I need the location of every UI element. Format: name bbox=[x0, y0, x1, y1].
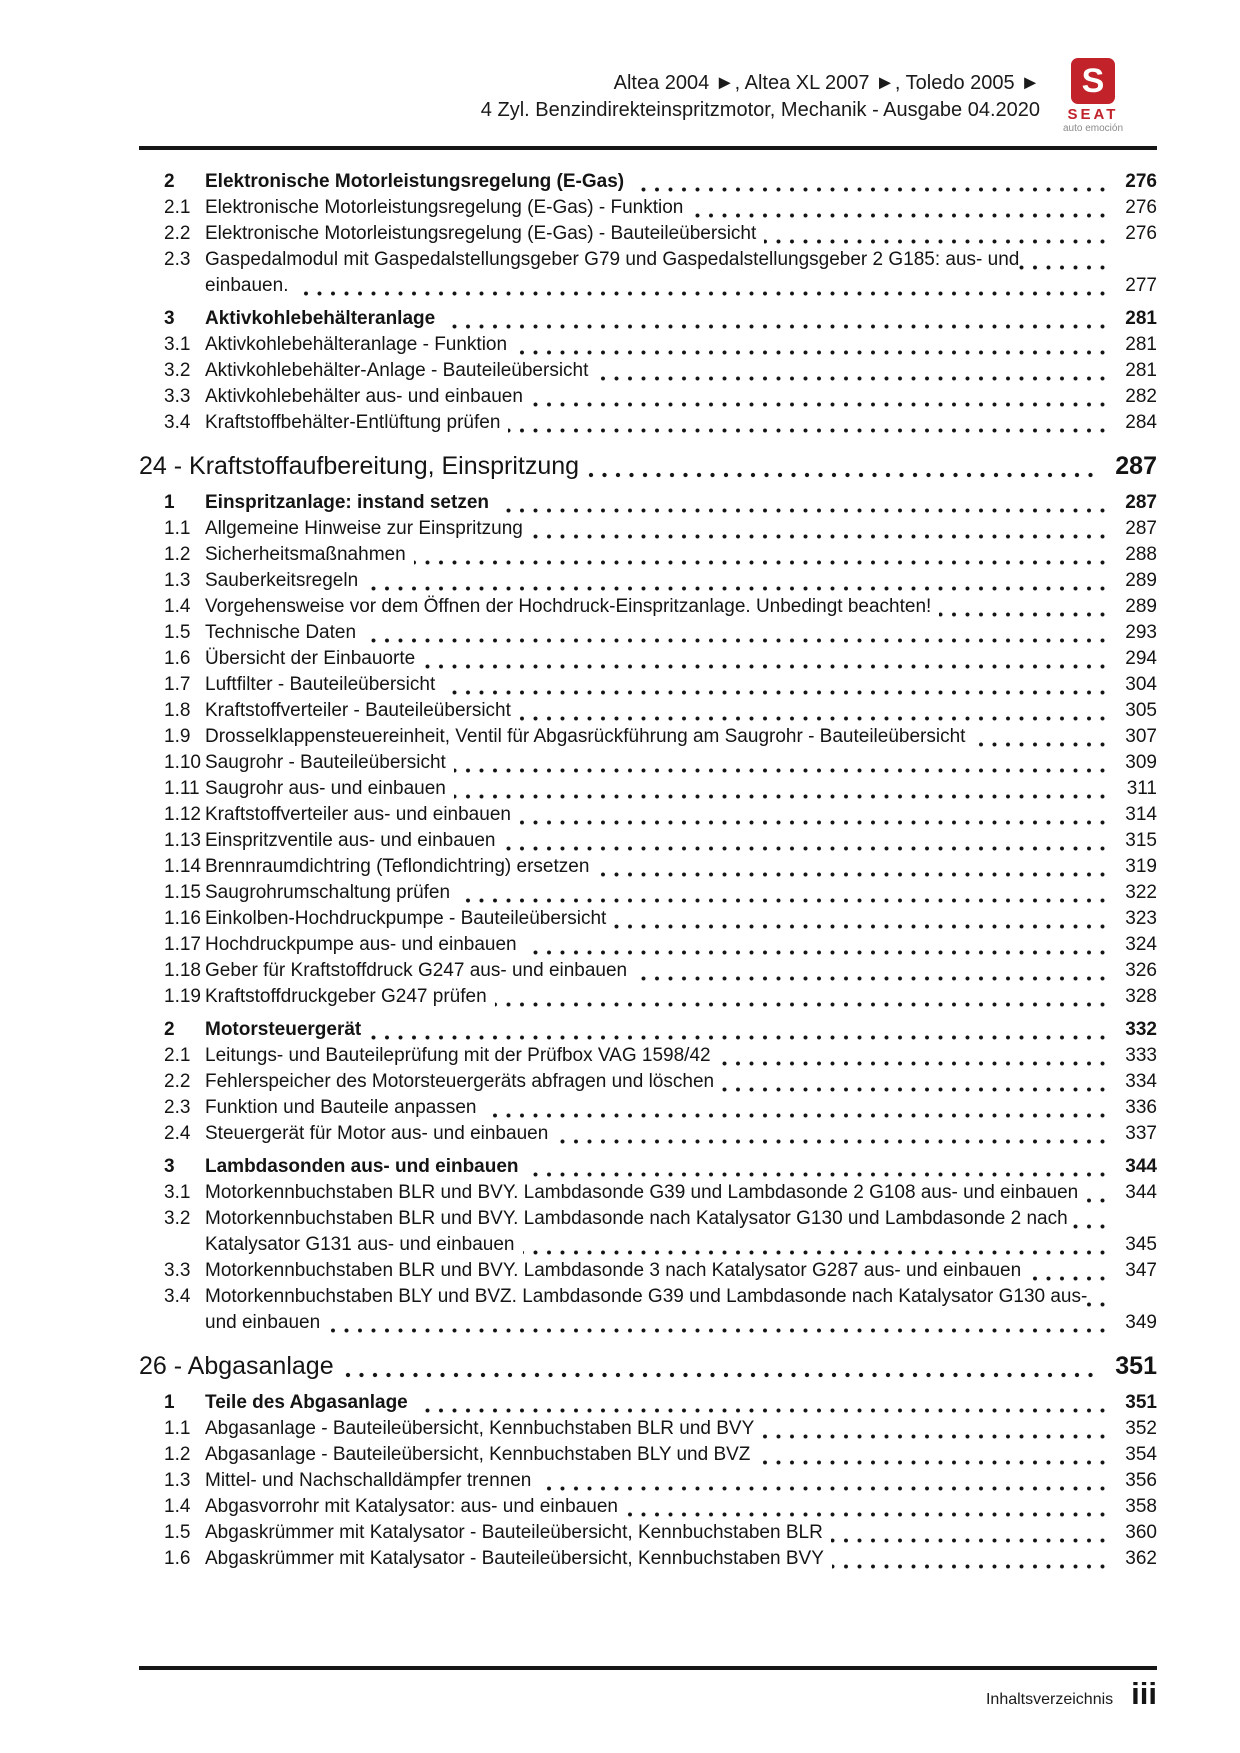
entry-number: 1.19 bbox=[164, 986, 201, 1007]
entry-title: Steuergerät für Motor aus- und einbauen bbox=[205, 1123, 556, 1144]
toc-leader bbox=[205, 906, 1105, 932]
entry-number: 1.2 bbox=[164, 544, 191, 565]
entry-number: 1.7 bbox=[164, 674, 191, 695]
toc-leader bbox=[139, 449, 1099, 483]
toc-leader bbox=[205, 958, 1105, 984]
section-number: 1 bbox=[164, 1392, 175, 1413]
entry-title: Geber für Kraftstoffdruck G247 aus- und einbauen bbox=[205, 960, 635, 981]
section-page-number: 287 bbox=[1125, 492, 1157, 513]
toc-leader bbox=[205, 1017, 1105, 1043]
entry-page-number: 352 bbox=[1125, 1418, 1157, 1439]
page-footer bbox=[139, 1678, 1157, 1710]
entry-page-number: 277 bbox=[1125, 275, 1157, 296]
entry-page-number: 281 bbox=[1125, 360, 1157, 381]
entry-title: Motorkennbuchstaben BLY und BVZ. Lambdasonde G39 und Lambdasonde nach Katalysator G130 aus- und einbauen bbox=[205, 1286, 1088, 1333]
entry-title: Hochdruckpumpe aus- und einbauen bbox=[205, 934, 525, 955]
entry-number: 1.17 bbox=[164, 934, 201, 955]
toc-entry-row[interactable] bbox=[164, 1546, 1157, 1572]
toc-leader bbox=[205, 698, 1105, 724]
entry-number: 2.3 bbox=[164, 249, 191, 270]
toc-entry-row[interactable] bbox=[164, 620, 1157, 646]
toc-entry-row[interactable] bbox=[164, 332, 1157, 358]
toc-section-row[interactable] bbox=[164, 1390, 1157, 1416]
entry-page-number: 337 bbox=[1125, 1123, 1157, 1144]
toc-leader bbox=[205, 1095, 1105, 1121]
toc-entry-row[interactable] bbox=[164, 594, 1157, 620]
section-title: Motorsteuergerät bbox=[205, 1019, 369, 1040]
entry-page-number: 314 bbox=[1125, 804, 1157, 825]
entry-title: Allgemeine Hinweise zur Einspritzung bbox=[205, 518, 531, 539]
toc-entry-row[interactable] bbox=[164, 542, 1157, 568]
toc-leader bbox=[205, 490, 1105, 516]
entry-number: 1.14 bbox=[164, 856, 201, 877]
entry-number: 1.1 bbox=[164, 1418, 191, 1439]
entry-number: 1.18 bbox=[164, 960, 201, 981]
toc-leader bbox=[205, 1121, 1105, 1147]
entry-number: 1.6 bbox=[164, 1548, 191, 1569]
toc-entry-row[interactable] bbox=[164, 880, 1157, 906]
toc-leader bbox=[205, 516, 1105, 542]
entry-page-number: 309 bbox=[1125, 752, 1157, 773]
toc-entry-row[interactable] bbox=[164, 1069, 1157, 1095]
toc-leader bbox=[205, 932, 1105, 958]
toc-entry-row[interactable] bbox=[164, 646, 1157, 672]
entry-page-number: 305 bbox=[1125, 700, 1157, 721]
entry-number: 2.2 bbox=[164, 1071, 191, 1092]
entry-number: 1.9 bbox=[164, 726, 191, 747]
entry-title: Abgasvorrohr mit Katalysator: aus- und einbauen bbox=[205, 1496, 626, 1517]
section-page-number: 332 bbox=[1125, 1019, 1157, 1040]
toc-leader bbox=[205, 984, 1105, 1010]
entry-title: Aktivkohlebehälter-Anlage - Bauteileübersicht bbox=[205, 360, 596, 381]
toc-leader bbox=[205, 1390, 1105, 1416]
entry-number: 2.3 bbox=[164, 1097, 191, 1118]
entry-title: Luftfilter - Bauteileübersicht bbox=[205, 674, 443, 695]
toc-leader bbox=[205, 568, 1105, 594]
toc-leader bbox=[205, 1416, 1105, 1442]
entry-page-number: 344 bbox=[1125, 1182, 1157, 1203]
toc-entry-row[interactable] bbox=[164, 750, 1157, 776]
entry-number: 1.2 bbox=[164, 1444, 191, 1465]
toc-entry-row[interactable] bbox=[164, 410, 1157, 436]
toc-leader bbox=[205, 854, 1105, 880]
section-page-number: 281 bbox=[1125, 308, 1157, 329]
section-number: 2 bbox=[164, 1019, 175, 1040]
toc-leader bbox=[205, 195, 1105, 221]
toc-entry-row[interactable] bbox=[164, 1206, 1157, 1258]
entry-number: 2.2 bbox=[164, 223, 191, 244]
entry-title: Elektronische Motorleistungsregelung (E-Gas) - Funktion bbox=[205, 197, 691, 218]
entry-title: Kraftstoffdruckgeber G247 prüfen bbox=[205, 986, 495, 1007]
toc-leader bbox=[205, 1043, 1105, 1069]
toc-entry-row[interactable] bbox=[164, 854, 1157, 880]
header-subtitle: 4 Zyl. Benzindirekteinspritzmotor, Mechanik - Ausgabe 04.2020 bbox=[480, 99, 1040, 121]
toc-entry-row[interactable] bbox=[164, 195, 1157, 221]
toc-leader bbox=[205, 594, 1105, 620]
entry-number: 1.12 bbox=[164, 804, 201, 825]
entry-page-number: 304 bbox=[1125, 674, 1157, 695]
entry-page-number: 281 bbox=[1125, 334, 1157, 355]
toc-leader bbox=[205, 646, 1105, 672]
entry-page-number: 284 bbox=[1125, 412, 1157, 433]
toc-entry-row[interactable] bbox=[164, 1095, 1157, 1121]
toc-leader bbox=[205, 880, 1105, 906]
entry-page-number: 276 bbox=[1125, 197, 1157, 218]
section-page-number: 344 bbox=[1125, 1156, 1157, 1177]
toc-leader bbox=[205, 306, 1105, 332]
entry-page-number: 360 bbox=[1125, 1522, 1157, 1543]
toc-leader bbox=[205, 384, 1105, 410]
entry-number: 3.3 bbox=[164, 1260, 191, 1281]
entry-number: 3.1 bbox=[164, 1182, 191, 1203]
entry-number: 1.8 bbox=[164, 700, 191, 721]
entry-page-number: 322 bbox=[1125, 882, 1157, 903]
entry-title: Fehlerspeicher des Motorsteuergeräts abfragen und löschen bbox=[205, 1071, 722, 1092]
toc-leader bbox=[205, 1494, 1105, 1520]
entry-page-number: 315 bbox=[1125, 830, 1157, 851]
entry-number: 1.3 bbox=[164, 570, 191, 591]
entry-title: Brennraumdichtring (Teflondichtring) ersetzen bbox=[205, 856, 597, 877]
entry-title: Motorkennbuchstaben BLR und BVY. Lambdasonde 3 nach Katalysator G287 aus- und einbauen bbox=[205, 1260, 1029, 1281]
entry-title: Abgaskrümmer mit Katalysator - Bauteileübersicht, Kennbuchstaben BLR bbox=[205, 1522, 831, 1543]
toc-section-row[interactable] bbox=[164, 169, 1157, 195]
entry-title: Elektronische Motorleistungsregelung (E-Gas) - Bauteileübersicht bbox=[205, 223, 764, 244]
entry-page-number: 323 bbox=[1125, 908, 1157, 929]
section-title: Lambdasonden aus- und einbauen bbox=[205, 1156, 527, 1177]
entry-title: Technische Daten bbox=[205, 622, 364, 643]
toc-entry-row[interactable] bbox=[164, 384, 1157, 410]
entry-page-number: 276 bbox=[1125, 223, 1157, 244]
chapter-page-number: 351 bbox=[1115, 1352, 1157, 1380]
entry-number: 1.6 bbox=[164, 648, 191, 669]
entry-title: Motorkennbuchstaben BLR und BVY. Lambdasonde G39 und Lambdasonde 2 G108 aus- und einbauen bbox=[205, 1182, 1086, 1203]
toc-entry-row[interactable] bbox=[164, 906, 1157, 932]
entry-title: Sicherheitsmaßnahmen bbox=[205, 544, 414, 565]
footer-label: Inhaltsverzeichnis bbox=[985, 1691, 1114, 1708]
toc-leader bbox=[205, 828, 1105, 854]
entry-page-number: 311 bbox=[1126, 778, 1157, 799]
page-header bbox=[481, 58, 1130, 134]
entry-title: Kraftstoffbehälter-Entlüftung prüfen bbox=[205, 412, 508, 433]
entry-page-number: 307 bbox=[1125, 726, 1157, 747]
section-title: Einspritzanlage: instand setzen bbox=[205, 492, 497, 513]
seat-brand-text: SEAT bbox=[1067, 106, 1119, 123]
toc-leader bbox=[205, 724, 1105, 750]
entry-title: Abgasanlage - Bauteileübersicht, Kennbuchstaben BLY und BVZ bbox=[205, 1444, 758, 1465]
toc-entry-row[interactable] bbox=[164, 802, 1157, 828]
entry-title: Gaspedalmodul mit Gaspedalstellungsgeber G79 und Gaspedalstellungsgeber 2 G185: aus- und einbauen. bbox=[205, 249, 1020, 296]
section-title: Elektronische Motorleistungsregelung (E-Gas) bbox=[205, 171, 632, 192]
toc-entry-row[interactable] bbox=[164, 1520, 1157, 1546]
toc-entry-row[interactable] bbox=[164, 1043, 1157, 1069]
toc-leader bbox=[139, 1349, 1099, 1383]
toc-leader bbox=[205, 169, 1105, 195]
entry-page-number: 287 bbox=[1125, 518, 1157, 539]
toc-entry-row[interactable] bbox=[164, 1121, 1157, 1147]
toc-leader bbox=[205, 776, 1105, 802]
toc-entry-row[interactable] bbox=[164, 828, 1157, 854]
toc-entry-row[interactable] bbox=[164, 958, 1157, 984]
entry-title: Funktion und Bauteile anpassen bbox=[205, 1097, 484, 1118]
entry-page-number: 362 bbox=[1125, 1548, 1157, 1569]
entry-title: Kraftstoffverteiler - Bauteileübersicht bbox=[205, 700, 519, 721]
toc-entry-row[interactable] bbox=[164, 1442, 1157, 1468]
entry-number: 1.4 bbox=[164, 596, 191, 617]
toc-leader bbox=[205, 1468, 1105, 1494]
seat-logo bbox=[1056, 58, 1130, 134]
entry-page-number: 336 bbox=[1125, 1097, 1157, 1118]
section-title: Teile des Abgasanlage bbox=[205, 1392, 416, 1413]
entry-page-number: 319 bbox=[1125, 856, 1157, 877]
entry-number: 1.10 bbox=[164, 752, 201, 773]
toc-leader bbox=[205, 1154, 1105, 1180]
entry-title: Abgasanlage - Bauteileübersicht, Kennbuchstaben BLR und BVY bbox=[205, 1418, 762, 1439]
entry-number: 3.1 bbox=[164, 334, 191, 355]
entry-number: 3.3 bbox=[164, 386, 191, 407]
toc-entry-row[interactable] bbox=[164, 568, 1157, 594]
toc-chapter-row[interactable] bbox=[139, 449, 1157, 483]
entry-number: 3.4 bbox=[164, 412, 191, 433]
entry-page-number: 326 bbox=[1125, 960, 1157, 981]
toc-leader bbox=[205, 1546, 1105, 1572]
entry-title: Einspritzventile aus- und einbauen bbox=[205, 830, 503, 851]
toc-section-row[interactable] bbox=[164, 490, 1157, 516]
entry-page-number: 293 bbox=[1125, 622, 1157, 643]
entry-page-number: 334 bbox=[1125, 1071, 1157, 1092]
toc-leader bbox=[205, 1520, 1105, 1546]
entry-title: Mittel- und Nachschalldämpfer trennen bbox=[205, 1470, 539, 1491]
entry-number: 1.16 bbox=[164, 908, 201, 929]
toc-chapter-row[interactable] bbox=[139, 1349, 1157, 1383]
toc-entry-row[interactable] bbox=[164, 1494, 1157, 1520]
toc-entry-row[interactable] bbox=[164, 221, 1157, 247]
toc-entry-row[interactable] bbox=[164, 1416, 1157, 1442]
section-number: 3 bbox=[164, 308, 175, 329]
section-page-number: 276 bbox=[1125, 171, 1157, 192]
toc-leader bbox=[205, 750, 1105, 776]
toc-list bbox=[139, 150, 1157, 1572]
toc-leader bbox=[205, 1069, 1105, 1095]
entry-number: 1.3 bbox=[164, 1470, 191, 1491]
toc-entry-row[interactable] bbox=[164, 247, 1157, 299]
chapter-title: 26 - Abgasanlage bbox=[139, 1352, 342, 1380]
toc-entry-row[interactable] bbox=[164, 724, 1157, 750]
entry-page-number: 289 bbox=[1125, 570, 1157, 591]
entry-number: 3.2 bbox=[164, 1208, 191, 1229]
entry-number: 2.4 bbox=[164, 1123, 191, 1144]
toc-leader bbox=[205, 247, 1105, 299]
entry-title: Aktivkohlebehälter aus- und einbauen bbox=[205, 386, 531, 407]
toc-leader bbox=[205, 802, 1105, 828]
toc-leader bbox=[205, 410, 1105, 436]
toc-section-row[interactable] bbox=[164, 1154, 1157, 1180]
entry-title: Einkolben-Hochdruckpumpe - Bauteileübersicht bbox=[205, 908, 614, 929]
header-models: Altea 2004 ►, Altea XL 2007 ►, Toledo 2005 ► bbox=[613, 72, 1040, 94]
entry-title: Vorgehensweise vor dem Öffnen der Hochdruck-Einspritzanlage. Unbedingt beachten! bbox=[205, 596, 939, 617]
toc-entry-row[interactable] bbox=[164, 776, 1157, 802]
toc-entry-row[interactable] bbox=[164, 1258, 1157, 1284]
entry-page-number: 349 bbox=[1125, 1312, 1157, 1333]
entry-number: 2.1 bbox=[164, 1045, 191, 1066]
entry-page-number: 324 bbox=[1125, 934, 1157, 955]
seat-tagline: auto emoción bbox=[1062, 123, 1124, 134]
entry-title: Kraftstoffverteiler aus- und einbauen bbox=[205, 804, 519, 825]
toc-leader bbox=[205, 542, 1105, 568]
toc-entry-row[interactable] bbox=[164, 1180, 1157, 1206]
toc-leader bbox=[205, 1284, 1105, 1336]
toc-leader bbox=[205, 1206, 1105, 1258]
entry-page-number: 345 bbox=[1125, 1234, 1157, 1255]
footer-rule bbox=[139, 1666, 1157, 1670]
entry-page-number: 294 bbox=[1125, 648, 1157, 669]
toc-entry-row[interactable] bbox=[164, 516, 1157, 542]
toc-leader bbox=[205, 332, 1105, 358]
toc-entry-row[interactable] bbox=[164, 1284, 1157, 1336]
seat-s-icon: S bbox=[1071, 58, 1115, 104]
entry-page-number: 356 bbox=[1125, 1470, 1157, 1491]
entry-number: 1.13 bbox=[164, 830, 201, 851]
toc-entry-row[interactable] bbox=[164, 984, 1157, 1010]
page-number: iii bbox=[1131, 1676, 1157, 1711]
entry-page-number: 347 bbox=[1125, 1260, 1157, 1281]
section-number: 2 bbox=[164, 171, 175, 192]
entry-number: 1.5 bbox=[164, 622, 191, 643]
entry-title: Drosselklappensteuereinheit, Ventil für Abgasrückführung am Saugrohr - Bauteileübersicht bbox=[205, 726, 973, 747]
entry-title: Saugrohrumschaltung prüfen bbox=[205, 882, 458, 903]
header-text bbox=[481, 70, 1040, 124]
entry-page-number: 333 bbox=[1125, 1045, 1157, 1066]
entry-number: 3.2 bbox=[164, 360, 191, 381]
entry-number: 3.4 bbox=[164, 1286, 191, 1307]
toc-entry-row[interactable] bbox=[164, 698, 1157, 724]
entry-number: 1.5 bbox=[164, 1522, 191, 1543]
toc-entry-row[interactable] bbox=[164, 1468, 1157, 1494]
entry-title: Aktivkohlebehälteranlage - Funktion bbox=[205, 334, 515, 355]
toc-entry-row[interactable] bbox=[164, 932, 1157, 958]
entry-title: Saugrohr aus- und einbauen bbox=[205, 778, 454, 799]
chapter-title: 24 - Kraftstoffaufbereitung, Einspritzung bbox=[139, 452, 587, 480]
entry-number: 1.15 bbox=[164, 882, 201, 903]
chapter-page-number: 287 bbox=[1115, 452, 1157, 480]
entry-title: Übersicht der Einbauorte bbox=[205, 648, 423, 669]
entry-number: 1.1 bbox=[164, 518, 191, 539]
toc-leader bbox=[205, 620, 1105, 646]
entry-title: Abgaskrümmer mit Katalysator - Bauteileübersicht, Kennbuchstaben BVY bbox=[205, 1548, 832, 1569]
section-number: 1 bbox=[164, 492, 175, 513]
header-rule bbox=[139, 146, 1157, 150]
entry-page-number: 354 bbox=[1125, 1444, 1157, 1465]
section-title: Aktivkohlebehälteranlage bbox=[205, 308, 443, 329]
toc-section-row[interactable] bbox=[164, 1017, 1157, 1043]
entry-title: Leitungs- und Bauteileprüfung mit der Prüfbox VAG 1598/42 bbox=[205, 1045, 719, 1066]
toc-leader bbox=[205, 358, 1105, 384]
entry-number: 1.11 bbox=[164, 778, 200, 799]
entry-title: Motorkennbuchstaben BLR und BVY. Lambdasonde nach Katalysator G130 und Lambdasonde 2 nach Katalysator G131 aus- und einbauen bbox=[205, 1208, 1068, 1255]
toc-leader bbox=[205, 221, 1105, 247]
entry-title: Saugrohr - Bauteileübersicht bbox=[205, 752, 454, 773]
toc-leader bbox=[205, 1442, 1105, 1468]
entry-page-number: 358 bbox=[1125, 1496, 1157, 1517]
toc-leader bbox=[205, 1258, 1105, 1284]
toc-leader bbox=[205, 1180, 1105, 1206]
section-page-number: 351 bbox=[1125, 1392, 1157, 1413]
toc-section-row[interactable] bbox=[164, 306, 1157, 332]
section-number: 3 bbox=[164, 1156, 175, 1177]
entry-page-number: 288 bbox=[1125, 544, 1157, 565]
entry-page-number: 328 bbox=[1125, 986, 1157, 1007]
toc-leader bbox=[205, 672, 1105, 698]
toc-entry-row[interactable] bbox=[164, 358, 1157, 384]
toc-entry-row[interactable] bbox=[164, 672, 1157, 698]
entry-title: Sauberkeitsregeln bbox=[205, 570, 366, 591]
entry-number: 1.4 bbox=[164, 1496, 191, 1517]
entry-page-number: 289 bbox=[1125, 596, 1157, 617]
entry-page-number: 282 bbox=[1125, 386, 1157, 407]
entry-number: 2.1 bbox=[164, 197, 191, 218]
